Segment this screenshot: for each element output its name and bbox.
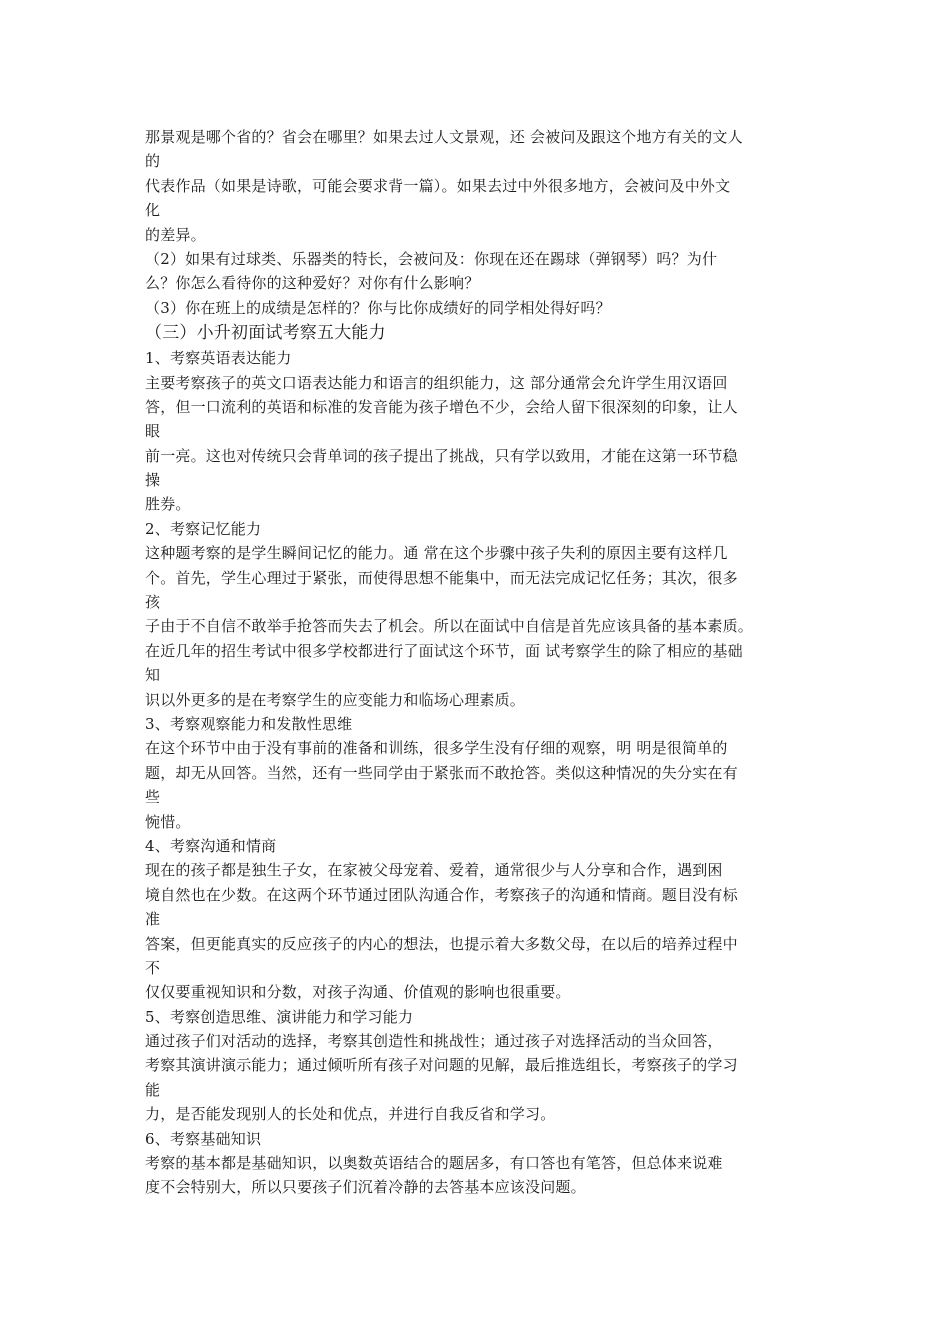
body-text-line: （2）如果有过球类、乐器类的特长，会被问及：你现在还在踢球（弹钢琴）吗？为什 (145, 249, 718, 268)
body-text-line: 识以外更多的是在考察学生的应变能力和临场心理素质。 (145, 690, 526, 709)
subsection-heading: 5、考察创造思维、演讲能力和学习能力 (145, 1007, 414, 1026)
body-text-line: 考察的基本都是基础知识，以奥数英语结合的题居多，有口答也有笔答，但总体来说难 (145, 1154, 723, 1173)
body-text-line: 的差异。 (145, 225, 206, 244)
body-text-line: 的 (145, 152, 161, 171)
subsection-heading: 2、考察记忆能力 (145, 519, 262, 538)
body-text-line: 那景观是哪个省的？省会在哪里？如果去过人文景观，还 会被问及跟这个地方有关的文人 (145, 128, 743, 146)
body-text-line: 代表作品（如果是诗歌，可能会要求背一篇）。如果去过中外很多地方，会被问及中外文 (145, 176, 731, 195)
body-text-line: 子由于不自信不敢举手抢答而失去了机会。所以在面试中自信是首先应该具备的基本素质。 (145, 617, 754, 636)
body-text-line: 主要考察孩子的英文口语表达能力和语言的组织能力，这 部分通常会允许学生用汉语回 (145, 373, 728, 392)
body-text-line: 操 (145, 471, 161, 490)
section-heading: （三）小升初面试考察五大能力 (145, 323, 386, 344)
body-text-line: 孩 (145, 593, 161, 612)
body-text-line: 这种题考察的是学生瞬间记忆的能力。通 常在这个步骤中孩子失利的原因主要有这样几 (145, 544, 728, 563)
body-text-line: 能 (145, 1080, 161, 1099)
body-text-line: 现在的孩子都是独生子女，在家被父母宠着、爱着，通常很少与人分享和合作，遇到困 (145, 861, 723, 880)
body-text-line: 度不会特别大，所以只要孩子们沉着冷静的去答基本应该没问题。 (145, 1178, 586, 1197)
subsection-heading: 3、考察观察能力和发散性思维 (145, 714, 353, 733)
body-text-line: 考察其演讲演示能力；通过倾听所有孩子对问题的见解，最后推选组长，考察孩子的学习 (145, 1056, 738, 1075)
body-text-line: 前一亮。这也对传统只会背单词的孩子提出了挑战，只有学以致用，才能在这第一环节稳 (145, 446, 738, 465)
body-text-line: 准 (145, 910, 161, 929)
body-text-line: 个。首先，学生心理过于紧张，而使得思想不能集中，而无法完成记忆任务；其次，很多 (145, 568, 738, 587)
body-text-line: 胜券。 (145, 495, 191, 514)
subsection-heading: 4、考察沟通和情商 (145, 836, 277, 855)
body-text-line: 力，是否能发现别人的长处和优点，并进行自我反省和学习。 (145, 1105, 556, 1124)
body-text-line: 境自然也在少数。在这两个环节通过团队沟通合作，考察孩子的沟通和情商。题目没有标 (145, 885, 738, 904)
body-text-line: （3）你在班上的成绩是怎样的？你与比你成绩好的同学相处得好吗？ (145, 298, 611, 317)
body-text-line: 知 (145, 666, 161, 685)
body-text-line: 眼 (145, 422, 161, 441)
body-text-line: 仅仅要重视知识和分数，对孩子沟通、价值观的影响也很重要。 (145, 983, 571, 1002)
body-text-line: 在这个环节中由于没有事前的准备和训练，很多学生没有仔细的观察，明 明是很简单的 (145, 739, 728, 758)
body-text-line: 么？你怎么看待你的这种爱好？对你有什么影响？ (145, 274, 480, 293)
body-text-line: 题，却无从回答。当然，还有一些同学由于紧张而不敢抢答。类似这种情况的失分实在有 (145, 763, 738, 782)
document-body (145, 125, 825, 1200)
body-text-line: 化 (145, 201, 161, 220)
subsection-heading: 1、考察英语表达能力 (145, 349, 292, 368)
body-text-line: 答，但一口流利的英语和标准的发音能为孩子增色不少，会给人留下很深刻的印象，让人 (145, 397, 738, 416)
body-text-line: 答案，但更能真实的反应孩子的内心的想法，也提示着大多数父母，在以后的培养过程中 (145, 934, 738, 953)
body-text-line: 不 (145, 958, 161, 977)
body-text-line: 惋惜。 (145, 812, 191, 831)
body-text-line: 通过孩子们对活动的选择，考察其创造性和挑战性；通过孩子对选择活动的当众回答， (145, 1032, 723, 1051)
body-text-line: 在近几年的招生考试中很多学校都进行了面试这个环节，面 试考察学生的除了相应的基础 (145, 641, 743, 660)
body-text-line: 些 (145, 788, 161, 807)
subsection-heading: 6、考察基础知识 (145, 1129, 262, 1148)
